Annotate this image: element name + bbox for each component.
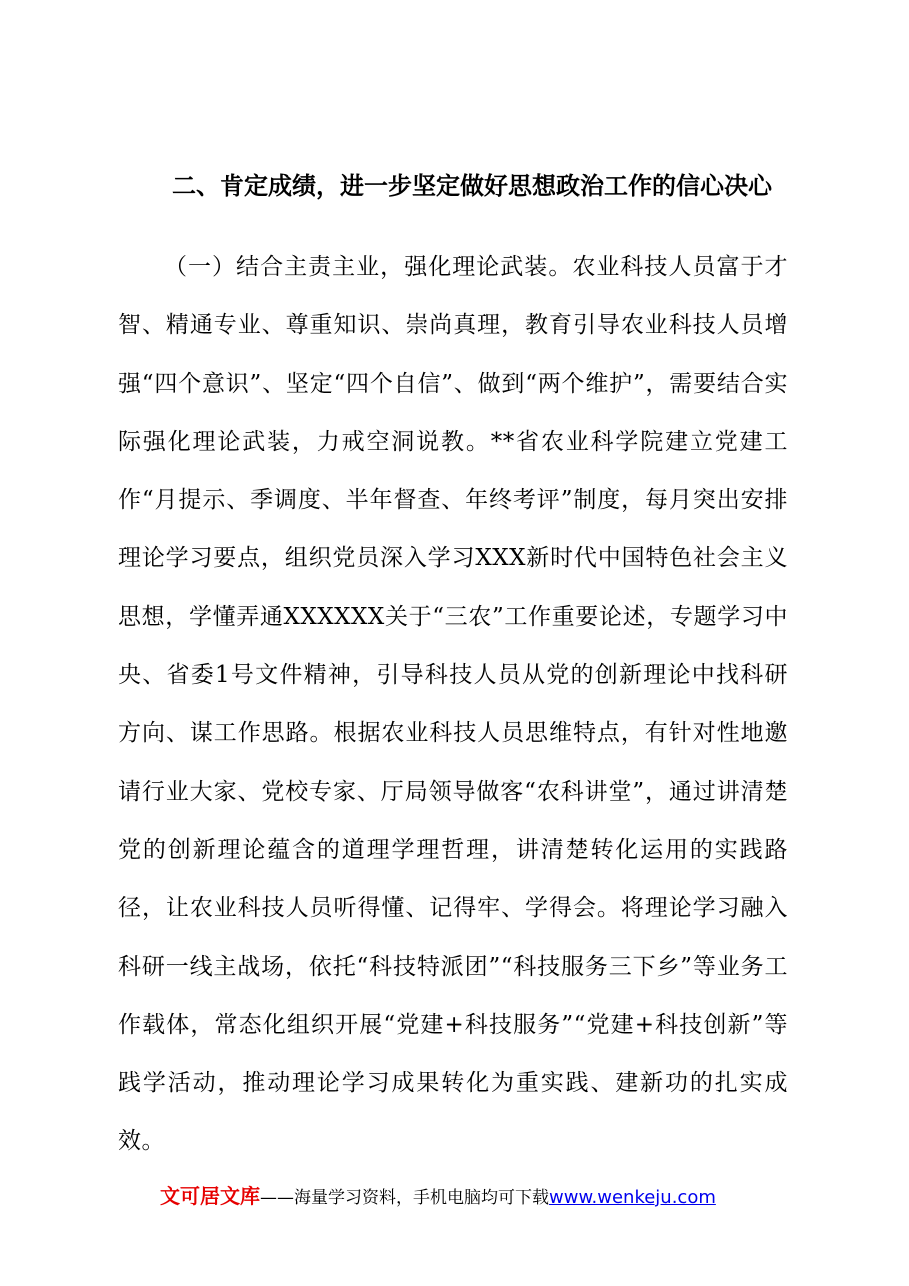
footer-brand: 文可居文库 (160, 1184, 260, 1208)
footer-url-link[interactable]: www.wenkeju.com (549, 1187, 716, 1208)
body-paragraph: （一）结合主责主业，强化理论武装。农业科技人员富于才智、精通专业、尊重知识、崇尚真理，教育引导农业科技人员增强“四个意识”、坚定“四个自信”、做到“两个维护”，需要结合实际强化理论武装，力戒空洞说教。**省农业科学院建立党建工作“月提示、季调度、半年督查、年终考评”制度，每月突出安排理论学习要点，组织党员深入学习XXX新时代中国特色社会主义思想，学懂弄通XXXXXX关于“三农”工作重要论述，专题学习中央、省委1号文件精神，引导科技人员从党的创新理论中找科研方向、谋工作思路。根据农业科技人员思维特点，有针对性地邀请行业大家、党校专家、厅局领导做客“农科讲堂”，通过讲清楚党的创新理论蕴含的道理学理哲理，讲清楚转化运用的实践路径，让农业科技人员听得懂、记得牢、学得会。将理论学习融入科研一线主战场，依托“科技特派团”“科技服务三下乡”等业务工作载体，常态化组织开展“党建+科技服务”“党建+科技创新”等践学活动，推动理论学习成果转化为重实践、建新功的扎实成效。 (118, 254, 788, 1155)
footer-watermark (160, 1181, 800, 1213)
footer-slogan: ——海量学习资料，手机电脑均可下载 (260, 1188, 549, 1208)
section-heading: 二、肯定成绩，进一步坚定做好思想政治工作的信心决心 (172, 172, 772, 200)
